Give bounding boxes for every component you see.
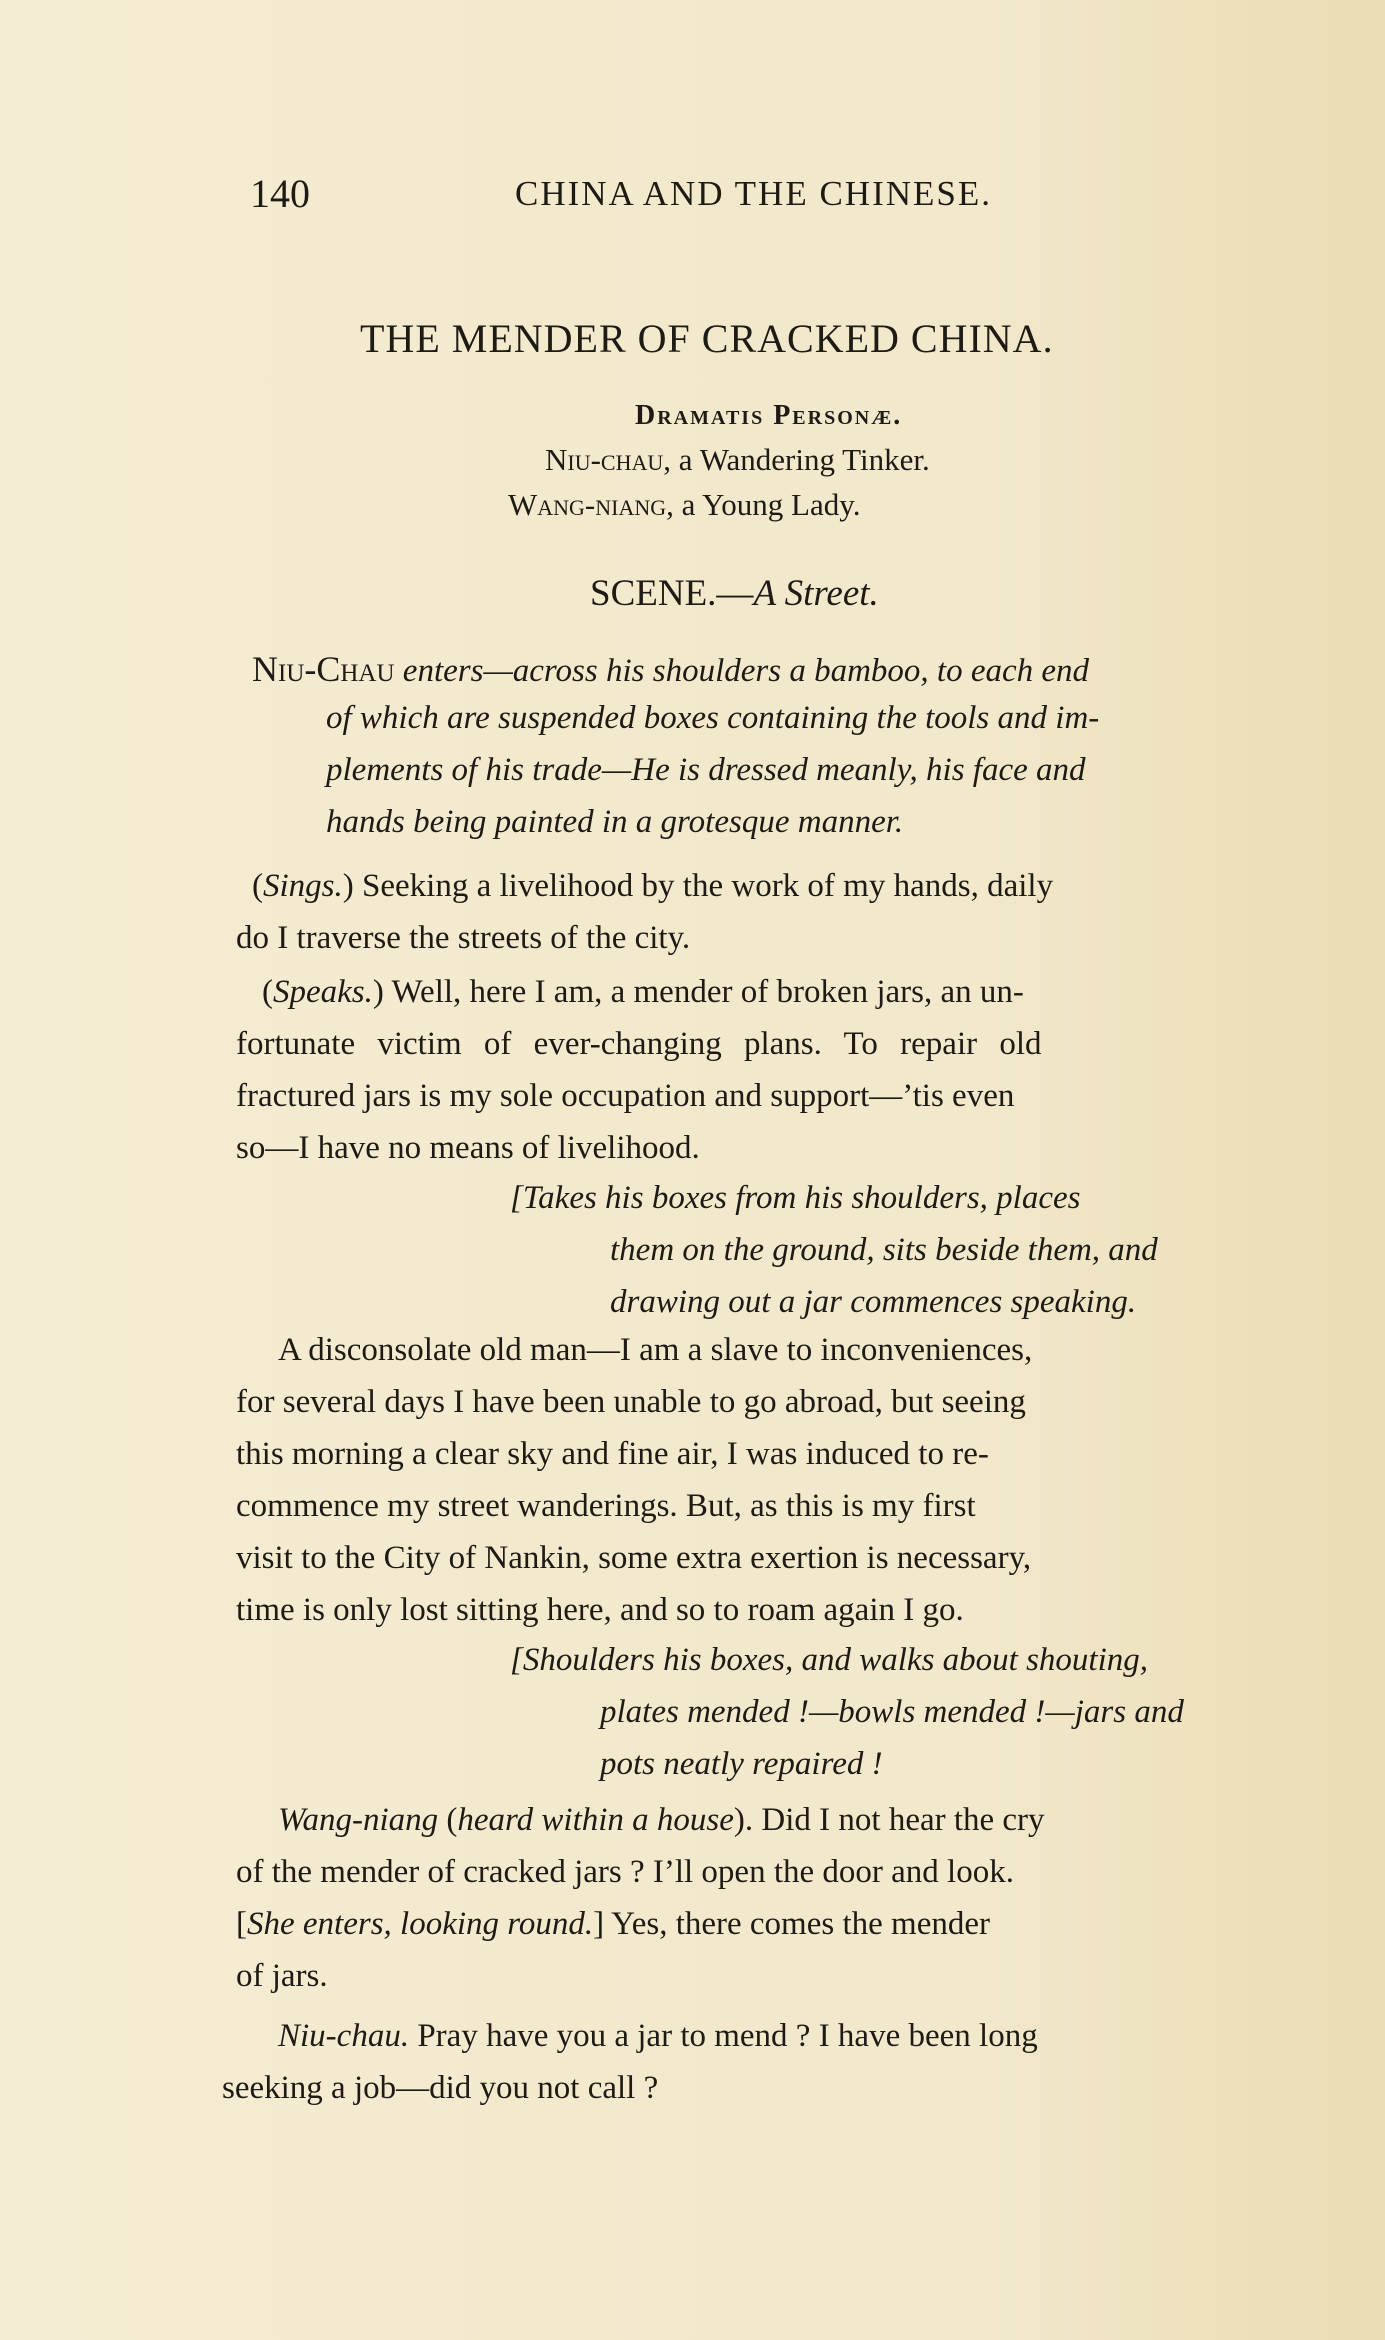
dialogue-line: Wang-niang (heard within a house). Did I not hear the cry [278, 1802, 1045, 1838]
page-number: 140 [250, 171, 310, 216]
dialogue-line: visit to the City of Nankin, some extra exertion is necessary, [236, 1540, 1032, 1576]
scene-label: SCENE.— [590, 573, 754, 614]
dialogue-line: [She enters, looking round.] Yes, there comes the mender [236, 1906, 990, 1942]
dialogue-line: this morning a clear sky and fine air, I was induced to re- [236, 1436, 989, 1472]
stage-direction-line: them on the ground, sits beside them, and [610, 1232, 1158, 1268]
stage-direction-line: drawing out a jar commences speaking. [610, 1284, 1137, 1320]
dialogue-line: of jars. [236, 1958, 328, 1994]
stage-direction-line: [Takes his boxes from his shoulders, places [510, 1180, 1081, 1216]
character-name: Niu-Chau [252, 649, 395, 689]
dialogue-line: Niu-chau. Pray have you a jar to mend ? I have been long [278, 2018, 1038, 2054]
stage-direction-line: Niu-Chau enters—across his shoulders a bamboo, to each end [252, 649, 1090, 689]
dialogue-line: do I traverse the streets of the city. [236, 920, 691, 956]
persona-wang-niang [508, 487, 860, 523]
stage-direction-line: pots neatly repaired ! [600, 1746, 883, 1782]
dialogue-line: (Speaks.) Well, here I am, a mender of broken jars, an un- [262, 974, 1024, 1010]
dramatis-personae-heading: Dramatis Personæ. [635, 400, 903, 431]
dialogue-line: seeking a job—did you not call ? [222, 2070, 659, 2106]
dialogue-line: fractured jars is my sole occupation and support—’tis even [236, 1078, 1015, 1114]
dialogue-line: time is only lost sitting here, and so to roam again I go. [236, 1592, 964, 1628]
character-name: Niu-chau. [278, 2018, 410, 2054]
stage-direction-line: plements of his trade—He is dressed meanly, his face and [326, 752, 1086, 788]
cue: Sings. [263, 868, 343, 904]
dialogue-line: A disconsolate old man—I am a slave to inconveniences, [278, 1332, 1033, 1368]
stage-direction-line: [Shoulders his boxes, and walks about shouting, [510, 1642, 1149, 1678]
persona-desc: , a Wandering Tinker. [663, 442, 930, 477]
dialogue-line: commence my street wanderings. But, as this is my first [236, 1488, 976, 1524]
running-head [250, 170, 1330, 220]
persona-niu-chau [545, 442, 930, 478]
stage-direction-line: hands being painted in a grotesque manner. [326, 804, 904, 840]
dialogue-line: of the mender of cracked jars ? I’ll open the door and look. [236, 1854, 1014, 1890]
scene-place: A Street. [753, 573, 879, 614]
dialogue-line: fortunate victim of ever-changing plans. To repair old [236, 1026, 1042, 1062]
stage-direction-line: plates mended !—bowls mended !—jars and [600, 1694, 1184, 1730]
persona-name: Wang-niang [508, 487, 667, 522]
running-title: CHINA AND THE CHINESE. [515, 174, 992, 213]
cue: heard within a house [457, 1802, 734, 1838]
persona-name: Niu-chau [545, 442, 664, 477]
dialogue-line: so—I have no means of livelihood. [236, 1130, 700, 1166]
play-title: THE MENDER OF CRACKED CHINA. [360, 316, 1054, 361]
cue: Speaks. [273, 974, 373, 1010]
dialogue-line: (Sings.) Seeking a livelihood by the work of my hands, daily [252, 868, 1054, 904]
dialogue-line: for several days I have been unable to go abroad, but seeing [236, 1384, 1026, 1420]
stage-direction-line: of which are suspended boxes containing the tools and im- [326, 700, 1100, 736]
character-name: Wang-niang [278, 1802, 439, 1838]
persona-desc: , a Young Lady. [666, 487, 861, 522]
stage-direction-inline: She enters, looking round. [247, 1906, 594, 1942]
scene-heading [590, 572, 879, 615]
